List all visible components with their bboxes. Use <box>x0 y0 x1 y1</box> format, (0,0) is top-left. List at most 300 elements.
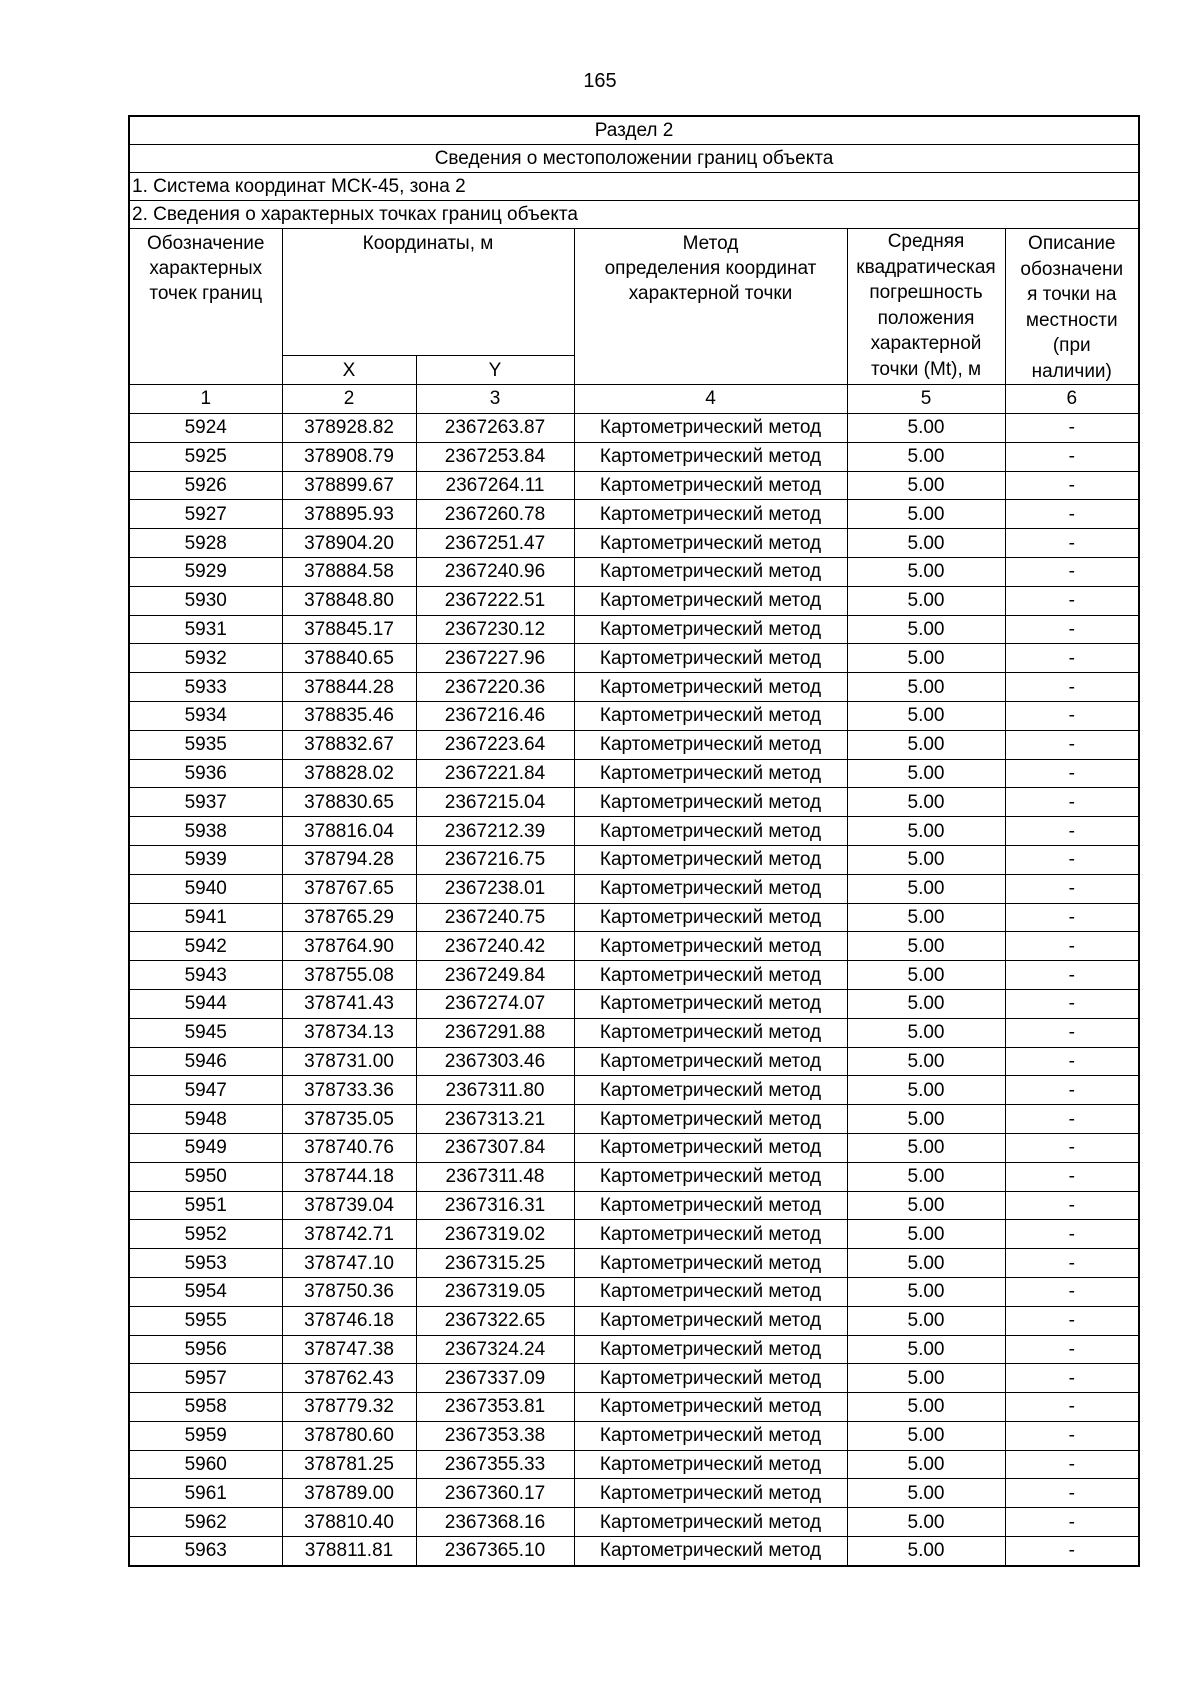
error-cell: 5.00 <box>847 673 1005 702</box>
point-id-cell: 5933 <box>129 673 282 702</box>
x-coordinate-cell: 378811.81 <box>282 1537 416 1566</box>
error-cell: 5.00 <box>847 1076 1005 1105</box>
error-cell: 5.00 <box>847 845 1005 874</box>
y-coordinate-cell: 2367319.05 <box>416 1277 574 1306</box>
y-coordinate-cell: 2367324.24 <box>416 1335 574 1364</box>
description-cell: - <box>1005 874 1139 903</box>
error-cell: 5.00 <box>847 730 1005 759</box>
method-cell: Картометрический метод <box>574 903 847 932</box>
table-row <box>129 1249 1139 1278</box>
table-row <box>129 1018 1139 1047</box>
method-cell: Картометрический метод <box>574 673 847 702</box>
y-coordinate-cell: 2367263.87 <box>416 414 574 443</box>
description-cell: - <box>1005 442 1139 471</box>
header-method-line: определения координат <box>604 258 817 279</box>
header-coordinates: Координаты, м <box>282 229 574 356</box>
error-cell: 5.00 <box>847 788 1005 817</box>
point-id-cell: 5926 <box>129 471 282 500</box>
x-coordinate-cell: 378750.36 <box>282 1277 416 1306</box>
description-cell: - <box>1005 1133 1139 1162</box>
y-coordinate-cell: 2367311.48 <box>416 1162 574 1191</box>
x-coordinate-cell: 378731.00 <box>282 1047 416 1076</box>
description-cell: - <box>1005 1537 1139 1566</box>
x-coordinate-cell: 378830.65 <box>282 788 416 817</box>
description-cell: - <box>1005 1393 1139 1422</box>
description-cell: - <box>1005 1364 1139 1393</box>
point-id-cell: 5935 <box>129 730 282 759</box>
x-coordinate-cell: 378845.17 <box>282 615 416 644</box>
point-id-cell: 5942 <box>129 932 282 961</box>
table-row <box>129 845 1139 874</box>
error-cell: 5.00 <box>847 1018 1005 1047</box>
error-cell: 5.00 <box>847 989 1005 1018</box>
description-cell: - <box>1005 759 1139 788</box>
point-id-cell: 5936 <box>129 759 282 788</box>
point-id-cell: 5931 <box>129 615 282 644</box>
description-cell: - <box>1005 557 1139 586</box>
x-coordinate-cell: 378767.65 <box>282 874 416 903</box>
table-row <box>129 529 1139 558</box>
header-designation-line: точек границ <box>149 283 263 304</box>
description-cell: - <box>1005 817 1139 846</box>
y-coordinate-cell: 2367249.84 <box>416 961 574 990</box>
point-id-cell: 5954 <box>129 1277 282 1306</box>
description-cell: - <box>1005 1450 1139 1479</box>
table-row <box>129 644 1139 673</box>
y-coordinate-cell: 2367322.65 <box>416 1306 574 1335</box>
y-coordinate-cell: 2367212.39 <box>416 817 574 846</box>
x-coordinate-cell: 378735.05 <box>282 1105 416 1134</box>
table-row <box>129 1162 1139 1191</box>
error-cell: 5.00 <box>847 1191 1005 1220</box>
y-coordinate-cell: 2367368.16 <box>416 1508 574 1537</box>
method-cell: Картометрический метод <box>574 989 847 1018</box>
method-cell: Картометрический метод <box>574 1162 847 1191</box>
error-cell: 5.00 <box>847 874 1005 903</box>
table-row <box>129 414 1139 443</box>
description-cell: - <box>1005 1249 1139 1278</box>
error-cell: 5.00 <box>847 1508 1005 1537</box>
table-row <box>129 730 1139 759</box>
x-coordinate-cell: 378746.18 <box>282 1306 416 1335</box>
x-coordinate-cell: 378789.00 <box>282 1479 416 1508</box>
point-id-cell: 5943 <box>129 961 282 990</box>
table-row <box>129 1191 1139 1220</box>
points-title: 2. Сведения о характерных точках границ объекта <box>129 201 1139 229</box>
boundary-points-table <box>128 115 1140 1567</box>
method-cell: Картометрический метод <box>574 1508 847 1537</box>
error-cell: 5.00 <box>847 1220 1005 1249</box>
method-cell: Картометрический метод <box>574 1133 847 1162</box>
y-coordinate-cell: 2367253.84 <box>416 442 574 471</box>
method-cell: Картометрический метод <box>574 1249 847 1278</box>
point-id-cell: 5939 <box>129 845 282 874</box>
table-row <box>129 673 1139 702</box>
point-id-cell: 5940 <box>129 874 282 903</box>
table-row <box>129 557 1139 586</box>
point-id-cell: 5934 <box>129 701 282 730</box>
method-cell: Картометрический метод <box>574 1421 847 1450</box>
table-row <box>129 874 1139 903</box>
error-cell: 5.00 <box>847 1335 1005 1364</box>
y-coordinate-cell: 2367313.21 <box>416 1105 574 1134</box>
x-coordinate-cell: 378848.80 <box>282 586 416 615</box>
point-id-cell: 5932 <box>129 644 282 673</box>
point-id-cell: 5946 <box>129 1047 282 1076</box>
column-numbers-row <box>129 385 1139 414</box>
point-id-cell: 5956 <box>129 1335 282 1364</box>
method-cell: Картометрический метод <box>574 586 847 615</box>
error-cell: 5.00 <box>847 759 1005 788</box>
y-coordinate-cell: 2367222.51 <box>416 586 574 615</box>
page-number: 165 <box>583 70 617 92</box>
method-cell: Картометрический метод <box>574 615 847 644</box>
description-cell: - <box>1005 1162 1139 1191</box>
description-cell: - <box>1005 932 1139 961</box>
error-cell: 5.00 <box>847 1047 1005 1076</box>
table-body <box>129 414 1139 1566</box>
method-cell: Картометрический метод <box>574 644 847 673</box>
method-cell: Картометрический метод <box>574 845 847 874</box>
error-cell: 5.00 <box>847 442 1005 471</box>
column-number: 2 <box>282 385 416 414</box>
x-coordinate-cell: 378764.90 <box>282 932 416 961</box>
x-coordinate-cell: 378755.08 <box>282 961 416 990</box>
x-coordinate-cell: 378816.04 <box>282 817 416 846</box>
x-coordinate-cell: 378780.60 <box>282 1421 416 1450</box>
point-id-cell: 5944 <box>129 989 282 1018</box>
x-coordinate-cell: 378740.76 <box>282 1133 416 1162</box>
error-cell: 5.00 <box>847 903 1005 932</box>
x-coordinate-cell: 378832.67 <box>282 730 416 759</box>
description-cell: - <box>1005 1220 1139 1249</box>
description-cell: - <box>1005 615 1139 644</box>
error-cell: 5.00 <box>847 1105 1005 1134</box>
table-row <box>129 1537 1139 1566</box>
table-row <box>129 1393 1139 1422</box>
description-cell: - <box>1005 730 1139 759</box>
y-coordinate-cell: 2367216.75 <box>416 845 574 874</box>
x-coordinate-cell: 378904.20 <box>282 529 416 558</box>
header-description-line: я точки на <box>1027 284 1117 305</box>
description-cell: - <box>1005 788 1139 817</box>
table-row <box>129 903 1139 932</box>
column-number: 6 <box>1005 385 1139 414</box>
method-cell: Картометрический метод <box>574 730 847 759</box>
error-cell: 5.00 <box>847 932 1005 961</box>
header-method-line: Метод <box>682 233 739 254</box>
y-coordinate-cell: 2367303.46 <box>416 1047 574 1076</box>
x-coordinate-cell: 378733.36 <box>282 1076 416 1105</box>
description-cell: - <box>1005 414 1139 443</box>
description-cell: - <box>1005 644 1139 673</box>
table-row <box>129 1364 1139 1393</box>
y-coordinate-cell: 2367307.84 <box>416 1133 574 1162</box>
method-cell: Картометрический метод <box>574 1306 847 1335</box>
error-cell: 5.00 <box>847 1162 1005 1191</box>
header-description <box>1005 229 1139 385</box>
description-cell: - <box>1005 500 1139 529</box>
point-id-cell: 5951 <box>129 1191 282 1220</box>
error-cell: 5.00 <box>847 1249 1005 1278</box>
error-cell: 5.00 <box>847 471 1005 500</box>
header-error-line: квадратическая <box>856 256 996 278</box>
method-cell: Картометрический метод <box>574 414 847 443</box>
table-row <box>129 1421 1139 1450</box>
table-row <box>129 817 1139 846</box>
x-coordinate-cell: 378844.28 <box>282 673 416 702</box>
table-row <box>129 932 1139 961</box>
point-id-cell: 5937 <box>129 788 282 817</box>
description-cell: - <box>1005 989 1139 1018</box>
x-coordinate-cell: 378747.10 <box>282 1249 416 1278</box>
table-row <box>129 586 1139 615</box>
x-coordinate-cell: 378734.13 <box>282 1018 416 1047</box>
error-cell: 5.00 <box>847 1133 1005 1162</box>
y-coordinate-cell: 2367360.17 <box>416 1479 574 1508</box>
y-coordinate-cell: 2367315.25 <box>416 1249 574 1278</box>
point-id-cell: 5947 <box>129 1076 282 1105</box>
point-id-cell: 5955 <box>129 1306 282 1335</box>
y-coordinate-cell: 2367264.11 <box>416 471 574 500</box>
header-description-line: наличии) <box>1031 360 1112 382</box>
point-id-cell: 5941 <box>129 903 282 932</box>
header-designation-line: характерных <box>149 258 263 279</box>
header-error-line: Средняя <box>887 231 965 252</box>
y-coordinate-cell: 2367227.96 <box>416 644 574 673</box>
table-row <box>129 1076 1139 1105</box>
point-id-cell: 5949 <box>129 1133 282 1162</box>
method-cell: Картометрический метод <box>574 557 847 586</box>
method-cell: Картометрический метод <box>574 1393 847 1422</box>
header-x: X <box>282 356 416 385</box>
table-row <box>129 1277 1139 1306</box>
x-coordinate-cell: 378828.02 <box>282 759 416 788</box>
point-id-cell: 5959 <box>129 1421 282 1450</box>
point-id-cell: 5938 <box>129 817 282 846</box>
x-coordinate-cell: 378884.58 <box>282 557 416 586</box>
x-coordinate-cell: 378895.93 <box>282 500 416 529</box>
x-coordinate-cell: 378840.65 <box>282 644 416 673</box>
description-cell: - <box>1005 673 1139 702</box>
y-coordinate-cell: 2367291.88 <box>416 1018 574 1047</box>
y-coordinate-cell: 2367230.12 <box>416 615 574 644</box>
y-coordinate-cell: 2367251.47 <box>416 529 574 558</box>
x-coordinate-cell: 378739.04 <box>282 1191 416 1220</box>
table-row <box>129 471 1139 500</box>
point-id-cell: 5924 <box>129 414 282 443</box>
method-cell: Картометрический метод <box>574 1047 847 1076</box>
method-cell: Картометрический метод <box>574 1335 847 1364</box>
method-cell: Картометрический метод <box>574 759 847 788</box>
table-row <box>129 961 1139 990</box>
error-cell: 5.00 <box>847 701 1005 730</box>
y-coordinate-cell: 2367365.10 <box>416 1537 574 1566</box>
y-coordinate-cell: 2367355.33 <box>416 1450 574 1479</box>
y-coordinate-cell: 2367353.81 <box>416 1393 574 1422</box>
description-cell: - <box>1005 529 1139 558</box>
method-cell: Картометрический метод <box>574 529 847 558</box>
y-coordinate-cell: 2367260.78 <box>416 500 574 529</box>
method-cell: Картометрический метод <box>574 1450 847 1479</box>
table-row <box>129 500 1139 529</box>
header-method <box>574 229 847 385</box>
table-row <box>129 1450 1139 1479</box>
description-cell: - <box>1005 1508 1139 1537</box>
table-row <box>129 759 1139 788</box>
table-row <box>129 1133 1139 1162</box>
method-cell: Картометрический метод <box>574 1537 847 1566</box>
point-id-cell: 5945 <box>129 1018 282 1047</box>
point-id-cell: 5962 <box>129 1508 282 1537</box>
error-cell: 5.00 <box>847 1479 1005 1508</box>
method-cell: Картометрический метод <box>574 1191 847 1220</box>
x-coordinate-cell: 378928.82 <box>282 414 416 443</box>
x-coordinate-cell: 378899.67 <box>282 471 416 500</box>
method-cell: Картометрический метод <box>574 1220 847 1249</box>
description-cell: - <box>1005 961 1139 990</box>
x-coordinate-cell: 378835.46 <box>282 701 416 730</box>
table-row <box>129 1508 1139 1537</box>
table-row <box>129 1479 1139 1508</box>
section-subtitle: Сведения о местоположении границ объекта <box>129 145 1139 173</box>
header-designation <box>129 229 282 385</box>
description-cell: - <box>1005 1076 1139 1105</box>
point-id-cell: 5953 <box>129 1249 282 1278</box>
point-id-cell: 5929 <box>129 557 282 586</box>
column-number: 3 <box>416 385 574 414</box>
header-description-line: местности <box>1025 309 1118 331</box>
error-cell: 5.00 <box>847 586 1005 615</box>
x-coordinate-cell: 378779.32 <box>282 1393 416 1422</box>
point-id-cell: 5952 <box>129 1220 282 1249</box>
error-cell: 5.00 <box>847 529 1005 558</box>
description-cell: - <box>1005 701 1139 730</box>
description-cell: - <box>1005 1306 1139 1335</box>
point-id-cell: 5928 <box>129 529 282 558</box>
x-coordinate-cell: 378781.25 <box>282 1450 416 1479</box>
method-cell: Картометрический метод <box>574 817 847 846</box>
method-cell: Картометрический метод <box>574 1277 847 1306</box>
error-cell: 5.00 <box>847 1393 1005 1422</box>
header-error <box>847 229 1005 385</box>
description-cell: - <box>1005 1191 1139 1220</box>
error-cell: 5.00 <box>847 500 1005 529</box>
header-error-line: погрешность <box>869 282 983 303</box>
y-coordinate-cell: 2367220.36 <box>416 673 574 702</box>
description-cell: - <box>1005 1421 1139 1450</box>
error-cell: 5.00 <box>847 1306 1005 1335</box>
y-coordinate-cell: 2367240.42 <box>416 932 574 961</box>
method-cell: Картометрический метод <box>574 874 847 903</box>
method-cell: Картометрический метод <box>574 961 847 990</box>
method-cell: Картометрический метод <box>574 932 847 961</box>
error-cell: 5.00 <box>847 557 1005 586</box>
y-coordinate-cell: 2367215.04 <box>416 788 574 817</box>
table-row <box>129 615 1139 644</box>
x-coordinate-cell: 378747.38 <box>282 1335 416 1364</box>
method-cell: Картометрический метод <box>574 1018 847 1047</box>
point-id-cell: 5960 <box>129 1450 282 1479</box>
x-coordinate-cell: 378810.40 <box>282 1508 416 1537</box>
description-cell: - <box>1005 1018 1139 1047</box>
point-id-cell: 5950 <box>129 1162 282 1191</box>
table-row <box>129 442 1139 471</box>
header-error-line: положения <box>877 307 975 329</box>
error-cell: 5.00 <box>847 1364 1005 1393</box>
table-row <box>129 1220 1139 1249</box>
error-cell: 5.00 <box>847 1537 1005 1566</box>
table-row <box>129 1335 1139 1364</box>
x-coordinate-cell: 378742.71 <box>282 1220 416 1249</box>
column-number: 1 <box>129 385 282 414</box>
column-number: 5 <box>847 385 1005 414</box>
x-coordinate-cell: 378744.18 <box>282 1162 416 1191</box>
y-coordinate-cell: 2367311.80 <box>416 1076 574 1105</box>
point-id-cell: 5925 <box>129 442 282 471</box>
method-cell: Картометрический метод <box>574 701 847 730</box>
y-coordinate-cell: 2367274.07 <box>416 989 574 1018</box>
table-row <box>129 788 1139 817</box>
header-description-line: обозначени <box>1020 258 1124 280</box>
section-title: Раздел 2 <box>129 116 1139 145</box>
y-coordinate-cell: 2367319.02 <box>416 1220 574 1249</box>
y-coordinate-cell: 2367216.46 <box>416 701 574 730</box>
error-cell: 5.00 <box>847 961 1005 990</box>
header-description-line: (при <box>1052 335 1091 356</box>
description-cell: - <box>1005 1277 1139 1306</box>
y-coordinate-cell: 2367316.31 <box>416 1191 574 1220</box>
point-id-cell: 5948 <box>129 1105 282 1134</box>
description-cell: - <box>1005 1479 1139 1508</box>
error-cell: 5.00 <box>847 1277 1005 1306</box>
header-method-line: характерной точки <box>628 283 793 304</box>
header-y: Y <box>416 356 574 385</box>
header-designation-line: Обозначение <box>146 233 265 254</box>
description-cell: - <box>1005 1105 1139 1134</box>
error-cell: 5.00 <box>847 644 1005 673</box>
description-cell: - <box>1005 586 1139 615</box>
method-cell: Картометрический метод <box>574 1105 847 1134</box>
error-cell: 5.00 <box>847 1450 1005 1479</box>
header-description-line: Описание <box>1028 233 1116 254</box>
description-cell: - <box>1005 1335 1139 1364</box>
description-cell: - <box>1005 471 1139 500</box>
y-coordinate-cell: 2367240.96 <box>416 557 574 586</box>
point-id-cell: 5957 <box>129 1364 282 1393</box>
column-number: 4 <box>574 385 847 414</box>
method-cell: Картометрический метод <box>574 442 847 471</box>
coord-system: 1. Система координат МСК-45, зона 2 <box>129 173 1139 201</box>
y-coordinate-cell: 2367240.75 <box>416 903 574 932</box>
table-row <box>129 989 1139 1018</box>
y-coordinate-cell: 2367353.38 <box>416 1421 574 1450</box>
x-coordinate-cell: 378765.29 <box>282 903 416 932</box>
error-cell: 5.00 <box>847 817 1005 846</box>
point-id-cell: 5963 <box>129 1537 282 1566</box>
description-cell: - <box>1005 845 1139 874</box>
point-id-cell: 5958 <box>129 1393 282 1422</box>
table-row <box>129 701 1139 730</box>
header-error-line: характерной <box>870 333 982 354</box>
table-row <box>129 1105 1139 1134</box>
description-cell: - <box>1005 903 1139 932</box>
error-cell: 5.00 <box>847 1421 1005 1450</box>
table-row <box>129 1306 1139 1335</box>
method-cell: Картометрический метод <box>574 1364 847 1393</box>
point-id-cell: 5930 <box>129 586 282 615</box>
point-id-cell: 5927 <box>129 500 282 529</box>
